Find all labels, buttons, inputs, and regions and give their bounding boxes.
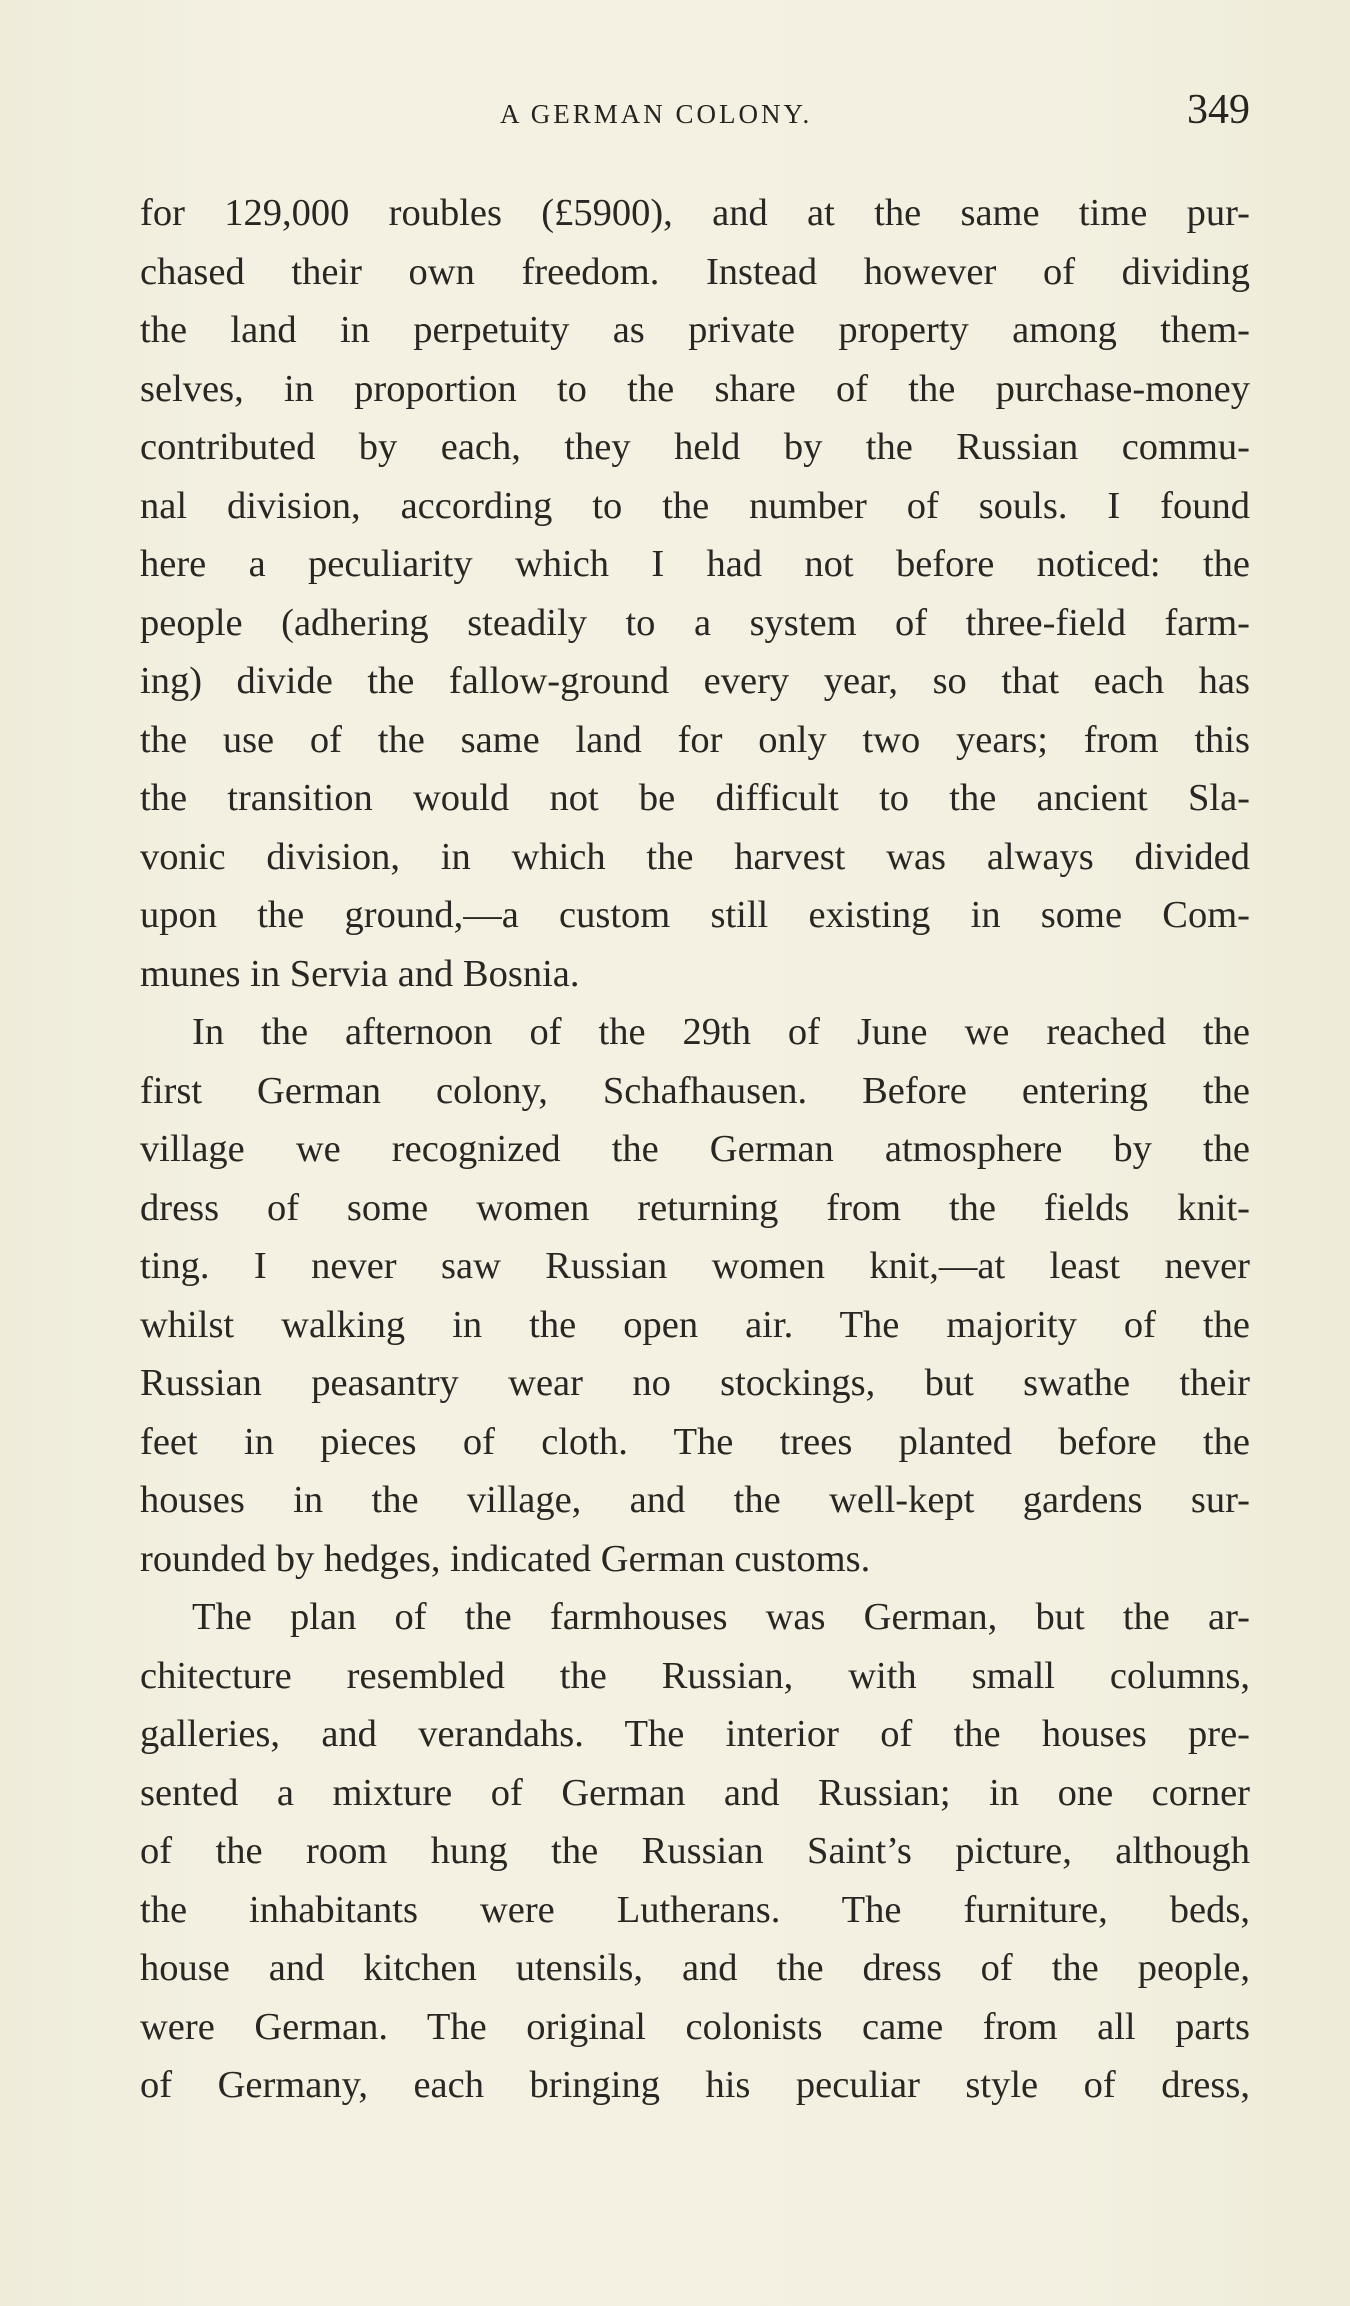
text-line: galleries, and verandahs. The interior of the houses pre- [140, 1713, 1250, 1755]
text-line: chitecture resembled the Russian, with small columns, [140, 1654, 1250, 1697]
text-line: ting. I never saw Russian women knit,—at least never [140, 1245, 1250, 1287]
paragraph-first-line: In the afternoon of the 29th of June we reached the [192, 1011, 1250, 1053]
text-line: Russian peasantry wear no stockings, but swathe their [140, 1362, 1250, 1404]
paragraph-first-line: The plan of the farmhouses was German, but the ar- [192, 1596, 1250, 1638]
text-line: people (adhering steadily to a system of three-field farm- [140, 601, 1250, 644]
text-line: selves, in proportion to the share of the purchase-money [140, 367, 1250, 410]
text-line: contributed by each, they held by the Russian commu- [140, 426, 1250, 468]
text-line: here a peculiarity which I had not before noticed: the [140, 543, 1250, 585]
text-line: for 129,000 roubles (£5900), and at the same time pur- [140, 192, 1250, 234]
text-line: sented a mixture of German and Russian; in one corner [140, 1771, 1250, 1814]
text-line: village we recognized the German atmosphere by the [140, 1128, 1250, 1170]
text-line: were German. The original colonists came from all parts [140, 2005, 1250, 2048]
text-line: the transition would not be difficult to the ancient Sla- [140, 777, 1250, 819]
text-line: chased their own freedom. Instead however of dividing [140, 250, 1250, 293]
paragraph-end-line: munes in Servia and Bosnia. [140, 952, 580, 995]
text-line: feet in pieces of cloth. The trees planted before the [140, 1420, 1250, 1463]
text-line: dress of some women returning from the fields knit- [140, 1186, 1250, 1229]
text-line: of the room hung the Russian Saint’s picture, although [140, 1830, 1250, 1872]
page-number: 349 [1187, 87, 1250, 133]
running-title: A GERMAN COLONY. [500, 99, 813, 129]
paragraph-end-line: rounded by hedges, indicated German customs. [140, 1537, 871, 1580]
text-line: whilst walking in the open air. The majority of the [140, 1303, 1250, 1346]
text-line: ing) divide the fallow-ground every year, so that each has [140, 660, 1250, 702]
text-line: first German colony, Schafhausen. Before entering the [140, 1069, 1250, 1112]
text-line: the use of the same land for only two years; from this [140, 718, 1250, 761]
text-line: the land in perpetuity as private property among them- [140, 309, 1250, 351]
text-line: houses in the village, and the well-kept gardens sur- [140, 1479, 1250, 1521]
text-line: nal division, according to the number of souls. I found [140, 484, 1250, 527]
body-text [140, 184, 1250, 2115]
text-line: upon the ground,—a custom still existing in some Com- [140, 894, 1250, 936]
running-head [140, 86, 1250, 146]
text-line: of Germany, each bringing his peculiar style of dress, [140, 2064, 1250, 2106]
text-line: house and kitchen utensils, and the dress of the people, [140, 1947, 1250, 1989]
text-line: the inhabitants were Lutherans. The furniture, beds, [140, 1888, 1250, 1931]
text-line: vonic division, in which the harvest was always divided [140, 835, 1250, 878]
